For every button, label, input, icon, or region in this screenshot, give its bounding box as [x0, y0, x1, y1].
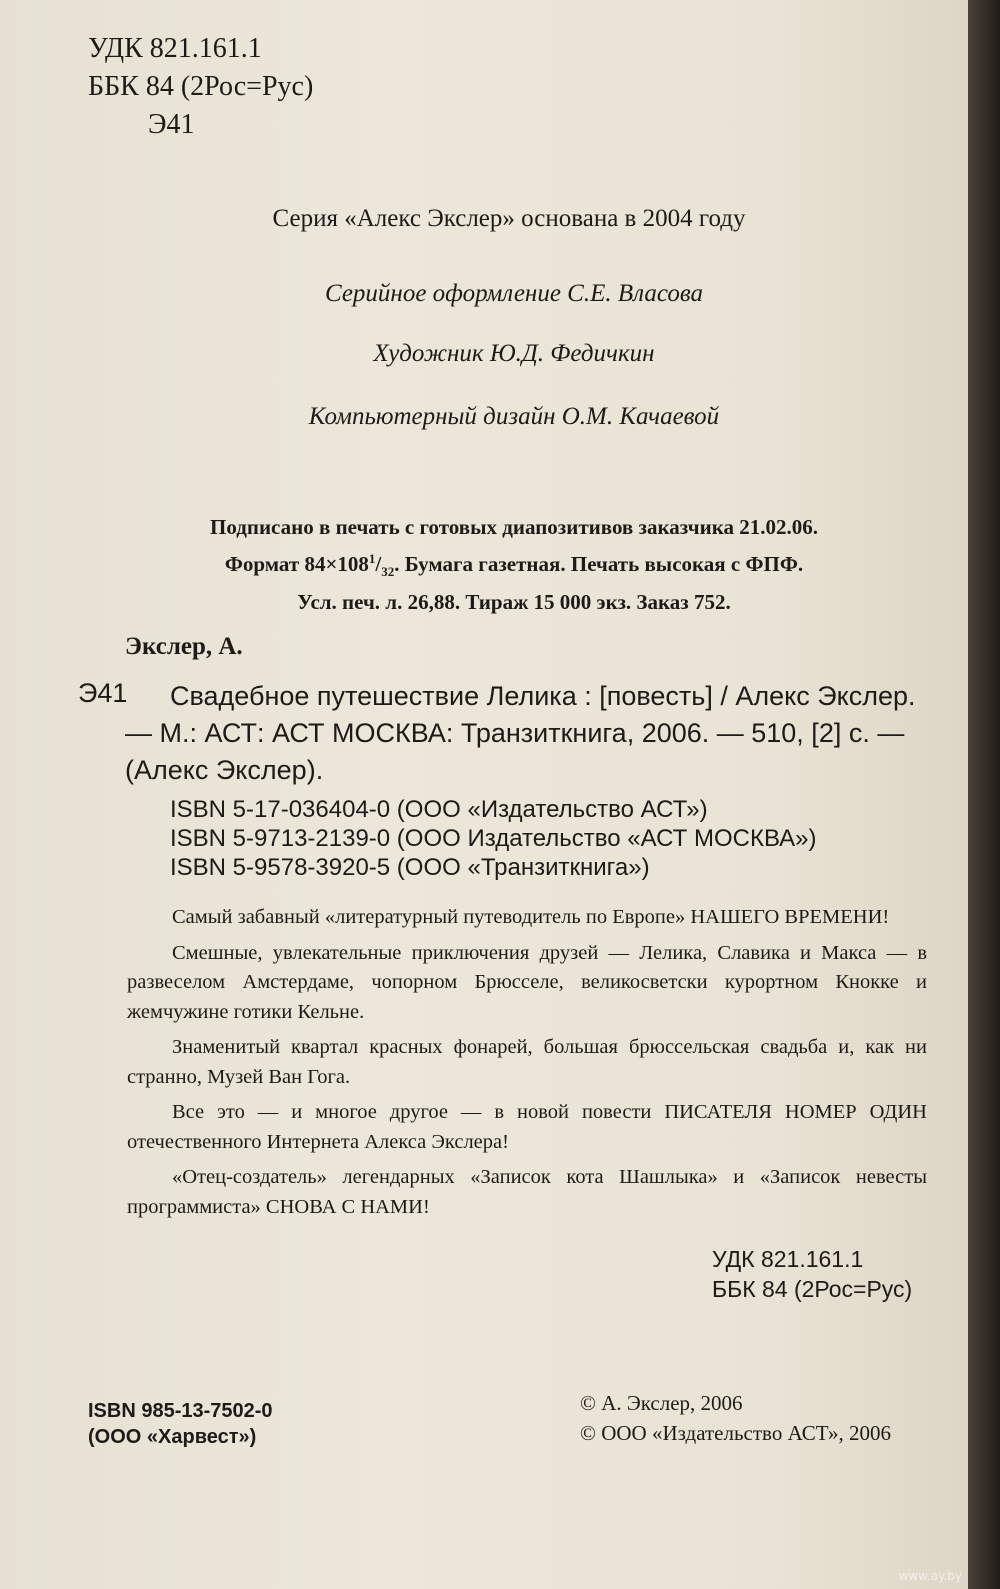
annotation-paragraph: Самый забавный «литературный путеводитель по Европе» НАШЕГО ВРЕМЕНИ!: [172, 906, 890, 928]
bbk-code: ББК 84 (2Рос=Рус): [88, 71, 314, 102]
annotation-paragraph: Все это — и многое другое — в новой повести ПИСАТЕЛЯ НОМЕР ОДИН отечественного Интернета Алекса Экслера!: [127, 1101, 927, 1153]
harvest-isbn-block: [88, 1398, 273, 1450]
author-mark: Э41: [148, 109, 195, 140]
credit-artist: Художник Ю.Д. Федичкин: [373, 340, 655, 367]
copyright-author: © А. Экслер, 2006: [580, 1391, 743, 1415]
print-info: [0, 512, 968, 618]
footer-udk: УДК 821.161.1: [712, 1246, 864, 1272]
catalog-description-text: Свадебное путешествие Лелика : [повесть] / Алекс Экслер. — М.: АСТ: АСТ МОСКВА: Транзиткнига, 2006. — 510, [2] с. — (Алекс Экслер).: [125, 681, 916, 785]
isbn-list: [170, 795, 817, 882]
credit-computer-design: Компьютерный дизайн О.М. Качаевой: [308, 403, 720, 430]
isbn-tranzitkniga: ISBN 5-9578-3920-5 (ООО «Транзиткнига»): [170, 854, 650, 881]
annotation-paragraph: «Отец-создатель» легендарных «Записок кота Шашлыка» и «Записок невесты программиста» СНОВА С НАМИ!: [127, 1166, 927, 1218]
copyright-block: [580, 1388, 891, 1448]
print-info-line-3: Усл. печ. л. 26,88. Тираж 15 000 экз. Заказ 752.: [297, 590, 731, 615]
catalog-code: Э41: [78, 678, 128, 708]
annotation: [127, 903, 927, 1228]
annotation-paragraph: Смешные, увлекательные приключения друзей — Лелика, Славика и Макса — в развеселом Амстердаме, чопорном Брюсселе, великосветски курортном Кнокке и жемчужине готики Кельне.: [127, 941, 927, 1023]
copyright-publisher: © ООО «Издательство АСТ», 2006: [580, 1421, 891, 1445]
print-info-line-2: Формат $84\times 108^1/_{32}$. Бумага газетная. Печать высокая с ФПФ.: [224, 551, 804, 580]
udk-code: УДК 821.161.1: [88, 33, 262, 64]
print-info-line-1: Подписано в печать с готовых диапозитивов заказчика 21.02.06.: [210, 515, 818, 539]
catalog-description: [125, 678, 935, 789]
header-classification: [88, 30, 313, 144]
site-watermark: www.ay.by: [898, 1569, 962, 1583]
series-line: Серия «Алекс Экслер» основана в 2004 году: [272, 205, 746, 232]
footer-bbk: ББК 84 (2Рос=Рус): [712, 1276, 913, 1302]
book-spine-shadow: [968, 0, 1000, 1589]
format-fraction-den: 32: [381, 564, 395, 580]
footer-classification: [712, 1244, 912, 1304]
isbn-ast-moskva: ISBN 5-9713-2139-0 (ООО Издательство «АСТ МОСКВА»): [170, 825, 817, 852]
catalog-author: Экслер, А.: [125, 633, 243, 660]
credit-series-design: Серийное оформление С.Е. Власова: [324, 280, 703, 307]
harvest-isbn: ISBN 985-13-7502-0: [88, 1400, 273, 1422]
format-details: . Бумага газетная. Печать высокая с ФПФ.: [394, 552, 804, 576]
format-label: Формат 84×108: [224, 552, 369, 576]
harvest-publisher: (ООО «Харвест»): [88, 1426, 257, 1448]
annotation-paragraph: Знаменитый квартал красных фонарей, большая брюссельская свадьба и, как ни странно, Музей Ван Гога.: [127, 1036, 927, 1088]
isbn-ast: ISBN 5-17-036404-0 (ООО «Издательство АСТ»): [170, 796, 708, 823]
format-fraction-num: 1: [368, 551, 376, 566]
